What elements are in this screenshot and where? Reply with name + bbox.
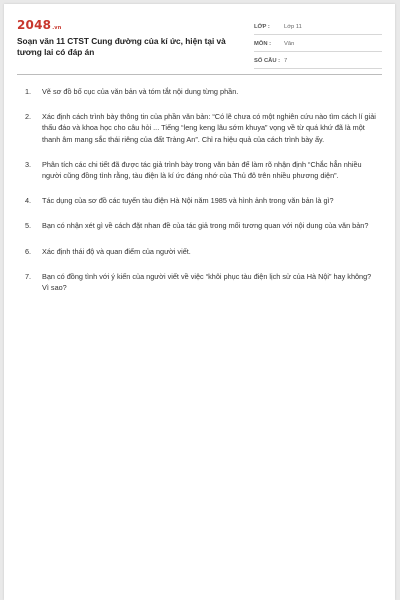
logo-main: 2048 [17, 18, 52, 32]
document-title: Soạn văn 11 CTST Cung đường của kí ức, hiện tại và tương lai có đáp án [17, 36, 226, 57]
meta-label: LỚP : [254, 24, 270, 30]
question-item [25, 220, 380, 231]
question-text: Bạn có nhận xét gì về cách đặt nhan đề của tác giả trong mối tương quan với nội dung của văn bản? [42, 221, 369, 231]
site-logo[interactable] [17, 18, 62, 32]
question-item [25, 111, 380, 145]
meta-label: MÔN : [254, 41, 272, 47]
question-item [25, 86, 380, 97]
meta-row-subject [254, 37, 382, 52]
question-number: 3. [25, 159, 32, 169]
question-text: Vẽ sơ đồ bố cục của văn bản và tóm tắt nội dung từng phần. [42, 87, 239, 96]
question-item [25, 271, 380, 293]
question-number: 1. [25, 87, 32, 96]
meta-value: Lớp 11 [284, 24, 302, 30]
question-text: Tác dụng của sơ đồ các tuyến tàu điện Hà Nội năm 1985 và hình ảnh trong văn bản là gì? [42, 196, 334, 206]
document-header [17, 14, 382, 70]
question-text: Xác định cách trình bày thông tin của phần văn bản: “Có lẽ chưa có một nghiên cứu nào tìm cách lí giải thấu đáo và khoa học cho câu hỏi ... Tiếng “leng keng lâu sớm khuya” vọng về từ quá khứ đã là một thanh âm mang sắc thái riêng của đất Tràng An”. Chỉ ra hiệu quả của cách trình bày ấy. [42, 112, 376, 144]
question-text: Bạn có đồng tình với ý kiến của người viết về việc “khôi phục tàu điện lịch sử của Hà Nội” hay không? Vì sao? [42, 271, 372, 293]
logo-domain: .vn [52, 25, 62, 31]
meta-value: 7 [284, 58, 288, 64]
question-number: 6. [25, 246, 32, 256]
question-number: 2. [25, 112, 32, 122]
meta-row-question-count [254, 54, 382, 69]
question-text: Xác định thái độ và quan điểm của người viết. [42, 246, 191, 256]
meta-value: Văn [284, 41, 295, 47]
question-list [25, 86, 380, 293]
meta-table [254, 20, 382, 71]
meta-label: SỐ CÂU : [254, 58, 281, 64]
document-page [4, 4, 395, 600]
question-item [25, 246, 380, 257]
question-number: 5. [25, 221, 32, 231]
question-text: Phân tích các chi tiết đã được tác giả trình bày trong văn bản để làm rõ nhận định “Chắc hẳn nhiều người cũng đồng tình rằng, tàu điện là kí ức đáng nhớ của Thủ đô trên nhiều phương diện”. [42, 159, 362, 181]
question-number: 7. [25, 271, 32, 281]
question-item [25, 159, 380, 181]
meta-row-class [254, 20, 382, 35]
question-number: 4. [25, 196, 32, 206]
question-item [25, 195, 380, 206]
header-divider [17, 74, 382, 75]
